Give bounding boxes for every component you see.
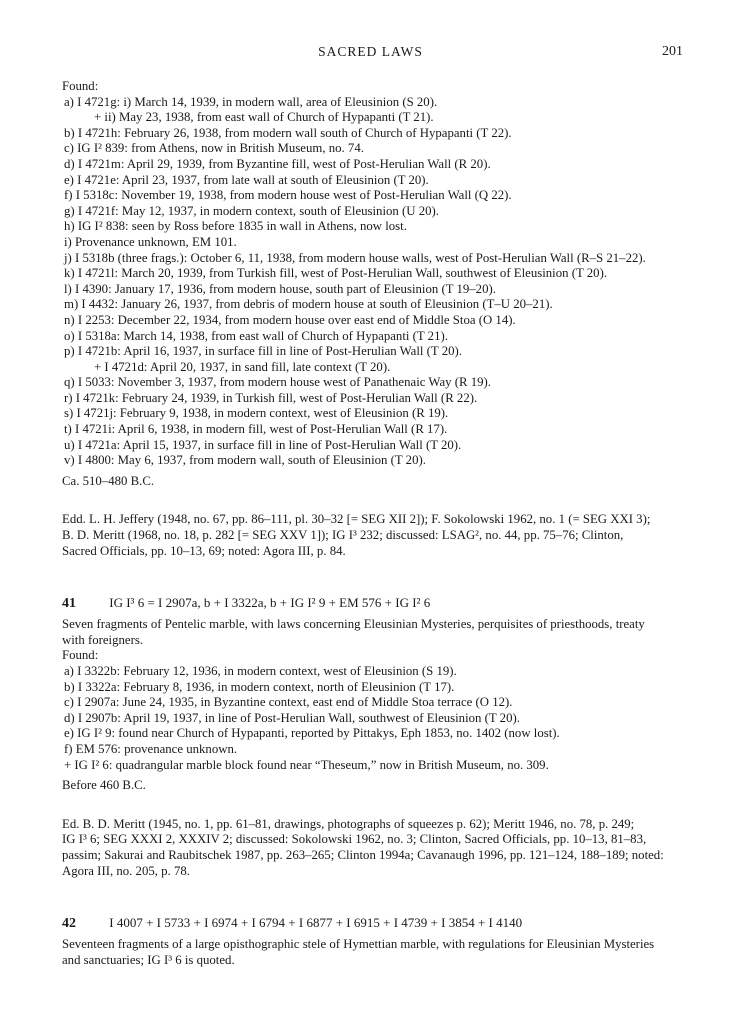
bibliography-line: Sacred Officials, pp. 10–13, 69; noted: Agora III, p. 84. (62, 543, 346, 558)
find-item: s) I 4721j: February 9, 1938, in modern context, west of Eleusinion (R 19). (64, 406, 449, 421)
find-list (62, 664, 687, 773)
description-line: with foreigners. (62, 632, 144, 647)
find-item: c) I 2907a: June 24, 1935, in Byzantine context, east end of Middle Stoa terrace (O 12). (64, 695, 513, 710)
bibliography (62, 512, 687, 559)
entry-description (62, 937, 687, 968)
entry-title: IG I³ 6 = I 2907a, b + I 3322a, b + IG I² 9 + EM 576 + IG I² 6 (109, 595, 431, 611)
found-label: Found: (62, 648, 99, 663)
bibliography (62, 817, 687, 879)
find-item: m) I 4432: January 26, 1937, from debris of modern house at south of Eleusinion (T–U 20–21). (64, 297, 553, 312)
find-item: + ii) May 23, 1938, from east wall of Church of Hypapanti (T 21). (94, 110, 434, 125)
find-item: i) Provenance unknown, EM 101. (64, 234, 237, 249)
find-list (62, 95, 687, 469)
find-item: b) I 3322a: February 8, 1936, in modern context, north of Eleusinion (T 17). (64, 679, 455, 694)
find-item: u) I 4721a: April 15, 1937, in surface fill in line of Post-Herulian Wall (T 20). (64, 437, 462, 452)
find-item: t) I 4721i: April 6, 1938, in modern fill, west of Post-Herulian Wall (R 17). (64, 422, 448, 437)
bibliography-line: B. D. Meritt (1968, no. 18, p. 282 [= SEG XXV 1]); IG I³ 232; discussed: LSAG², no. 44, pp. 75–76; Clinton, (62, 528, 624, 543)
running-title: SACRED LAWS (318, 44, 423, 59)
bibliography-line: Agora III, no. 205, p. 78. (62, 863, 190, 878)
find-item: p) I 4721b: April 16, 1937, in surface fill in line of Post-Herulian Wall (T 20). (64, 344, 462, 359)
find-item: a) I 3322b: February 12, 1936, in modern context, west of Eleusinion (S 19). (64, 664, 457, 678)
bibliography-line: passim; Sakurai and Raubitschek 1987, pp. 263–265; Clinton 1994a; Cavanaugh 1996, pp. 121–124, 188–189; noted: (62, 847, 664, 862)
date-line: Before 460 B.C. (62, 778, 146, 793)
find-item: + IG I² 6: quadrangular marble block found near “Theseum,” now in British Museum, no. 309. (64, 757, 549, 772)
find-item: a) I 4721g: i) March 14, 1939, in modern wall, area of Eleusinion (S 20). (64, 94, 438, 109)
find-item: r) I 4721k: February 24, 1939, in Turkish fill, west of Post-Herulian Wall (R 22). (64, 390, 478, 405)
find-item: k) I 4721l: March 20, 1939, from Turkish fill, west of Post-Herulian Wall, southwest of Eleusinion (T 20). (64, 266, 608, 281)
find-item: l) I 4390: January 17, 1936, from modern house, south part of Eleusinion (T 19–20). (64, 281, 496, 296)
find-item: d) I 2907b: April 19, 1937, in line of Post-Herulian Wall, southwest of Eleusinion (T 20). (64, 710, 520, 725)
find-item: o) I 5318a: March 14, 1938, from east wall of Church of Hypapanti (T 21). (64, 328, 448, 343)
entry-heading (62, 915, 687, 932)
description-line: Seventeen fragments of a large opisthographic stele of Hymettian marble, with regulations for Eleusinian Mysteries (62, 937, 655, 952)
find-item: g) I 4721f: May 12, 1937, in modern context, south of Eleusinion (U 20). (64, 203, 439, 218)
find-item: v) I 4800: May 6, 1937, from modern wall, south of Eleusinion (T 20). (64, 453, 426, 468)
bibliography-line: IG I³ 6; SEG XXXI 2, XXXIV 2; discussed: Sokolowski 1962, no. 3; Clinton, Sacred Officials, pp. 10–13, 81–83, (62, 832, 647, 847)
find-item: c) IG I² 839: from Athens, now in British Museum, no. 74. (64, 141, 364, 156)
find-item: q) I 5033: November 3, 1937, from modern house west of Panathenaic Way (R 19). (64, 375, 491, 390)
find-item: h) IG I² 838: seen by Ross before 1835 in wall in Athens, now lost. (64, 219, 407, 234)
bibliography-line: Ed. B. D. Meritt (1945, no. 1, pp. 61–81, drawings, photographs of squeezes p. 62); Meritt 1946, no. 78, p. 249; (62, 816, 635, 831)
find-item: d) I 4721m: April 29, 1939, from Byzantine fill, west of Post-Herulian Wall (R 20). (64, 156, 491, 171)
find-item: b) I 4721h: February 26, 1938, from modern wall south of Church of Hypapanti (T 22). (64, 125, 512, 140)
date-line: Ca. 510–480 B.C. (62, 473, 155, 488)
bibliography-line: Edd. L. H. Jeffery (1948, no. 67, pp. 86–111, pl. 30–32 [= SEG XII 2]); F. Sokolowski 1962, no. 1 (= SEG XXI 3); (62, 512, 651, 527)
description-line: Seven fragments of Pentelic marble, with laws concerning Eleusinian Mysteries, perquisites of priesthoods, treaty (62, 617, 645, 632)
find-item: + I 4721d: April 20, 1937, in sand fill, late context (T 20). (94, 359, 391, 374)
entry-number: 42 (62, 916, 76, 932)
find-item: f) I 5318c: November 19, 1938, from modern house west of Post-Herulian Wall (Q 22). (64, 188, 512, 203)
find-item: e) I 4721e: April 23, 1937, from late wall at south of Eleusinion (T 20). (64, 172, 429, 187)
page-number: 201 (662, 44, 683, 59)
entry-description (62, 617, 687, 648)
find-item: n) I 2253: December 22, 1934, from modern house over east end of Middle Stoa (O 14). (64, 312, 516, 327)
description-line: and sanctuaries; IG I³ 6 is quoted. (62, 952, 235, 967)
entry-title: I 4007 + I 5733 + I 6974 + I 6794 + I 6877 + I 6915 + I 4739 + I 3854 + I 4140 (109, 915, 523, 931)
running-head (0, 44, 741, 64)
entry-number: 41 (62, 596, 76, 612)
find-item: j) I 5318b (three frags.): October 6, 11, 1938, from modern house walls, west of Post-Herulian Wall (R–S 21–22). (64, 250, 646, 265)
find-item: f) EM 576: provenance unknown. (64, 741, 238, 756)
entry-heading (62, 595, 687, 612)
found-label: Found: (62, 79, 99, 93)
page-content (62, 79, 687, 968)
find-item: e) IG I² 9: found near Church of Hypapanti, reported by Pittakys, Eph 1853, no. 1402 (now lost). (64, 726, 560, 741)
